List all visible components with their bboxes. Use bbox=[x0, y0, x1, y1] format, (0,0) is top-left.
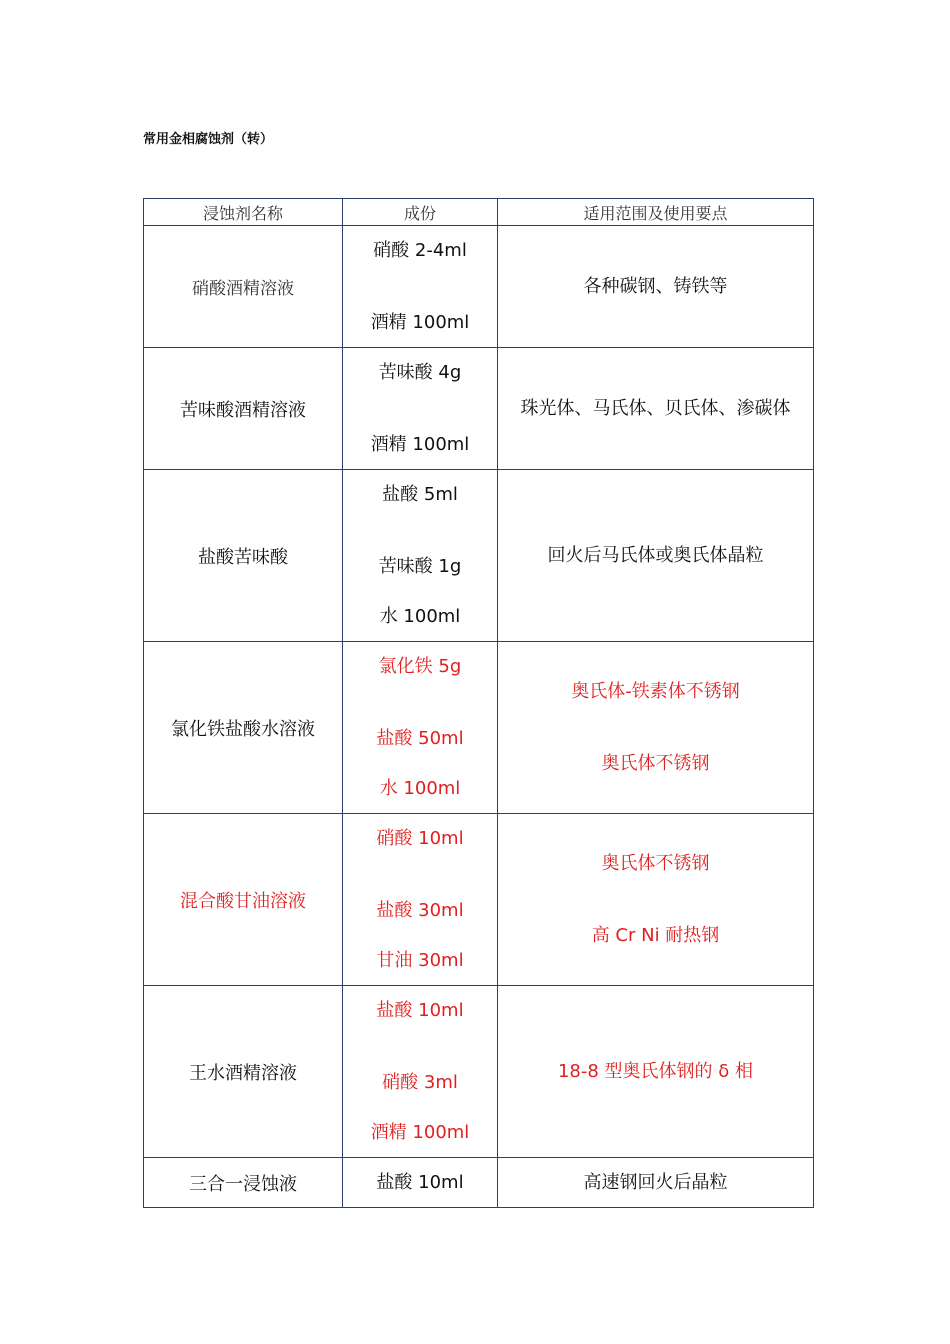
composition-line: 酒精 100ml bbox=[370, 433, 470, 455]
usage-cell bbox=[498, 470, 814, 642]
etchant-name-cell: 盐酸苦味酸 bbox=[144, 470, 343, 642]
etchant-name-cell: 王水酒精溶液 bbox=[144, 986, 343, 1158]
table-row bbox=[144, 470, 814, 642]
etchant-name-cell: 硝酸酒精溶液 bbox=[144, 226, 343, 348]
etchant-name-cell: 三合一浸蚀液 bbox=[144, 1158, 343, 1208]
table-row bbox=[144, 986, 814, 1158]
usage-cell bbox=[498, 642, 814, 814]
usage-line: 奥氏体不锈钢 bbox=[601, 752, 710, 774]
composition-cell bbox=[343, 226, 498, 348]
table-row bbox=[144, 814, 814, 986]
composition-line: 硝酸 2-4ml bbox=[373, 239, 467, 261]
composition-line: 硝酸 10ml bbox=[376, 827, 464, 849]
composition-line: 盐酸 30ml bbox=[376, 899, 464, 921]
usage-line: 高速钢回火后晶粒 bbox=[583, 1171, 728, 1193]
etchant-name-cell: 氯化铁盐酸水溶液 bbox=[144, 642, 343, 814]
document-title: 常用金相腐蚀剂（转） bbox=[143, 132, 274, 147]
usage-line: 奥氏体不锈钢 bbox=[601, 852, 710, 874]
usage-line: 18-8 型奥氏体钢的 δ 相 bbox=[557, 1060, 754, 1082]
usage-cell bbox=[498, 226, 814, 348]
table-row bbox=[144, 1158, 814, 1208]
etchant-name-cell: 苦味酸酒精溶液 bbox=[144, 348, 343, 470]
composition-line: 苦味酸 1g bbox=[378, 555, 462, 577]
composition-line: 苦味酸 4g bbox=[378, 361, 462, 383]
header-usage: 适用范围及使用要点 bbox=[498, 199, 814, 226]
usage-cell bbox=[498, 348, 814, 470]
composition-line: 盐酸 5ml bbox=[382, 483, 458, 505]
composition-line: 盐酸 50ml bbox=[376, 727, 464, 749]
usage-cell bbox=[498, 1158, 814, 1208]
composition-line: 酒精 100ml bbox=[370, 311, 470, 333]
header-composition: 成份 bbox=[343, 199, 498, 226]
composition-line: 盐酸 10ml bbox=[376, 999, 464, 1021]
etchant-table bbox=[143, 198, 814, 1208]
table-header-row bbox=[144, 199, 814, 226]
usage-line: 回火后马氏体或奥氏体晶粒 bbox=[547, 544, 764, 566]
table-row bbox=[144, 226, 814, 348]
composition-line: 酒精 100ml bbox=[370, 1121, 470, 1143]
header-etchant-name: 浸蚀剂名称 bbox=[144, 199, 343, 226]
usage-cell bbox=[498, 986, 814, 1158]
etchant-name-cell: 混合酸甘油溶液 bbox=[144, 814, 343, 986]
usage-line: 珠光体、马氏体、贝氏体、渗碳体 bbox=[520, 397, 791, 419]
composition-cell bbox=[343, 814, 498, 986]
usage-line: 奥氏体-铁素体不锈钢 bbox=[571, 680, 740, 702]
composition-cell bbox=[343, 348, 498, 470]
usage-line: 高 Cr Ni 耐热钢 bbox=[591, 924, 720, 946]
usage-line: 各种碳钢、铸铁等 bbox=[583, 275, 728, 297]
composition-cell bbox=[343, 470, 498, 642]
usage-cell bbox=[498, 814, 814, 986]
composition-line: 氯化铁 5g bbox=[378, 655, 462, 677]
composition-line: 甘油 30ml bbox=[376, 949, 464, 971]
composition-line: 水 100ml bbox=[379, 777, 461, 799]
table-row bbox=[144, 348, 814, 470]
composition-line: 硝酸 3ml bbox=[382, 1071, 458, 1093]
composition-cell bbox=[343, 1158, 498, 1208]
composition-cell bbox=[343, 986, 498, 1158]
table-row bbox=[144, 642, 814, 814]
composition-line: 盐酸 10ml bbox=[376, 1171, 464, 1193]
composition-line: 水 100ml bbox=[379, 605, 461, 627]
composition-cell bbox=[343, 642, 498, 814]
